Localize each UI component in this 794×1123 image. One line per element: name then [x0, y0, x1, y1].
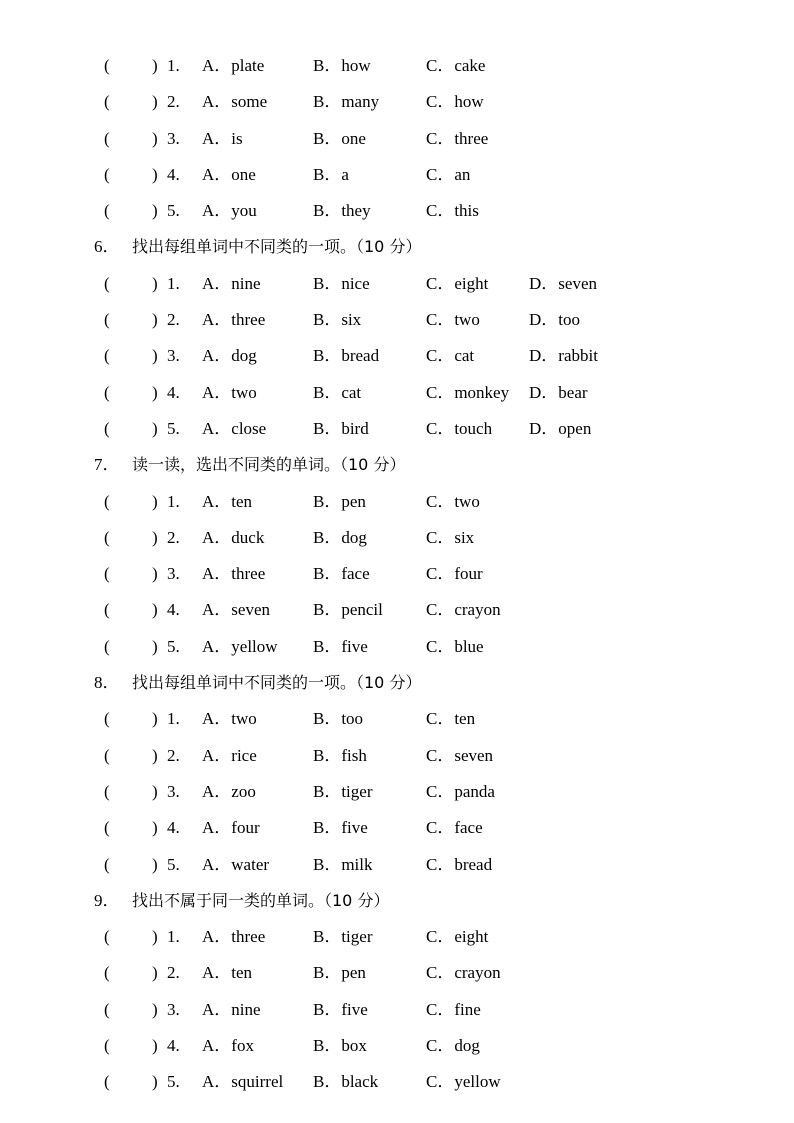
question-row	[0, 919, 794, 955]
option-a: A．plate	[202, 56, 265, 75]
question-number: 5.	[167, 201, 180, 221]
question-number: 4.	[167, 164, 180, 184]
answer-blank-open[interactable]: (	[104, 527, 110, 547]
answer-blank-close: )	[152, 56, 158, 75]
question-row	[0, 411, 794, 447]
question-number: 1.	[167, 491, 180, 511]
question-row	[0, 701, 794, 737]
question-row	[0, 810, 794, 846]
option-c: C．seven	[426, 745, 494, 765]
question-number: 4.	[167, 382, 180, 402]
question-row	[0, 1028, 794, 1064]
answer-blank-close: )	[152, 636, 158, 656]
option-c: C．panda	[426, 781, 495, 801]
option-a: A．duck	[202, 527, 265, 547]
option-d: D．open	[529, 418, 592, 438]
option-a: A．one	[202, 164, 256, 184]
answer-blank-open[interactable]: (	[104, 781, 110, 801]
answer-blank-close: )	[152, 999, 158, 1019]
option-c: C．crayon	[426, 600, 501, 620]
question-row	[0, 847, 794, 883]
answer-blank-open[interactable]: (	[104, 999, 110, 1019]
answer-blank-open[interactable]: (	[104, 709, 110, 729]
answer-blank-close: )	[152, 491, 158, 511]
section-title: 找出每组单词中不同类的一项。（10 分）	[132, 673, 422, 693]
answer-blank-open[interactable]: (	[104, 636, 110, 656]
option-a: A．ten	[202, 963, 253, 983]
answer-blank-close: )	[152, 201, 158, 221]
option-c: C．two	[426, 491, 480, 511]
question-number: 1.	[167, 273, 180, 293]
answer-blank-open[interactable]: (	[104, 164, 110, 184]
option-a: A．three	[202, 564, 266, 584]
question-row	[0, 992, 794, 1028]
answer-blank-open[interactable]: (	[104, 854, 110, 874]
answer-blank-close: )	[152, 1072, 158, 1092]
question-number: 5.	[167, 1072, 180, 1092]
option-b: B．six	[313, 310, 362, 330]
section-title: 找出每组单词中不同类的一项。（10 分）	[132, 237, 422, 257]
question-row	[0, 375, 794, 411]
question-number: 1.	[167, 56, 180, 75]
option-b: B．black	[313, 1072, 379, 1092]
option-b: B．a	[313, 164, 349, 184]
answer-blank-close: )	[152, 963, 158, 983]
answer-blank-close: )	[152, 310, 158, 330]
section-number: 7．	[94, 455, 120, 475]
option-a: A．some	[202, 92, 268, 112]
question-number: 3.	[167, 128, 180, 148]
option-b: B．five	[313, 636, 368, 656]
answer-blank-open[interactable]: (	[104, 382, 110, 402]
worksheet-page	[0, 48, 794, 1101]
question-row	[0, 1064, 794, 1100]
option-b: B．bird	[313, 418, 369, 438]
option-a: A．three	[202, 927, 266, 947]
option-a: A．seven	[202, 600, 270, 620]
option-a: A．dog	[202, 346, 257, 366]
option-a: A．you	[202, 201, 257, 221]
option-b: B．milk	[313, 854, 373, 874]
question-row	[0, 774, 794, 810]
option-b: B．too	[313, 709, 364, 729]
option-c: C．dog	[426, 1036, 480, 1056]
option-c: C．cake	[426, 56, 486, 75]
option-a: A．two	[202, 382, 257, 402]
answer-blank-close: )	[152, 709, 158, 729]
option-d: D．rabbit	[529, 346, 598, 366]
question-row	[0, 121, 794, 157]
answer-blank-close: )	[152, 1036, 158, 1056]
question-number: 2.	[167, 963, 180, 983]
question-number: 2.	[167, 745, 180, 765]
answer-blank-close: )	[152, 818, 158, 838]
option-a: A．ten	[202, 491, 253, 511]
option-d: D．bear	[529, 382, 588, 402]
question-row	[0, 48, 794, 84]
option-b: B．fish	[313, 745, 367, 765]
option-c: C．blue	[426, 636, 484, 656]
option-c: C．cat	[426, 346, 475, 366]
option-c: C．three	[426, 128, 489, 148]
option-a: A．fox	[202, 1036, 254, 1056]
question-number: 5.	[167, 854, 180, 874]
answer-blank-close: )	[152, 164, 158, 184]
option-c: C．bread	[426, 854, 493, 874]
answer-blank-close: )	[152, 745, 158, 765]
section-heading	[0, 447, 794, 483]
question-number: 3.	[167, 999, 180, 1019]
question-number: 4.	[167, 818, 180, 838]
answer-blank-close: )	[152, 382, 158, 402]
option-a: A．zoo	[202, 781, 256, 801]
question-row	[0, 592, 794, 628]
section-number: 9．	[94, 890, 120, 910]
answer-blank-open[interactable]: (	[104, 310, 110, 330]
question-number: 3.	[167, 781, 180, 801]
question-row	[0, 193, 794, 229]
option-b: B．dog	[313, 527, 367, 547]
section-heading	[0, 665, 794, 701]
option-a: A．yellow	[202, 636, 278, 656]
question-number: 5.	[167, 636, 180, 656]
answer-blank-open[interactable]: (	[104, 491, 110, 511]
question-row	[0, 157, 794, 193]
option-a: A．two	[202, 709, 257, 729]
option-a: A．squirrel	[202, 1072, 284, 1092]
option-b: B．nice	[313, 273, 370, 293]
answer-blank-open[interactable]: (	[104, 128, 110, 148]
question-row	[0, 302, 794, 338]
option-a: A．close	[202, 418, 267, 438]
answer-blank-open[interactable]: (	[104, 963, 110, 983]
answer-blank-open[interactable]: (	[104, 273, 110, 293]
section-heading	[0, 229, 794, 265]
answer-blank-open[interactable]: (	[104, 201, 110, 221]
question-number: 5.	[167, 418, 180, 438]
option-b: B．many	[313, 92, 380, 112]
answer-blank-close: )	[152, 92, 158, 112]
option-c: C．face	[426, 818, 483, 838]
question-number: 3.	[167, 346, 180, 366]
answer-blank-open[interactable]: (	[104, 92, 110, 112]
answer-blank-open[interactable]: (	[104, 818, 110, 838]
section-number: 8．	[94, 673, 120, 693]
option-a: A．is	[202, 128, 243, 148]
question-number: 1.	[167, 709, 180, 729]
option-b: B．pen	[313, 963, 366, 983]
answer-blank-close: )	[152, 128, 158, 148]
option-a: A．rice	[202, 745, 257, 765]
question-number: 4.	[167, 600, 180, 620]
option-a: A．four	[202, 818, 260, 838]
question-row	[0, 556, 794, 592]
option-a: A．water	[202, 854, 270, 874]
option-b: B．five	[313, 818, 368, 838]
option-c: C．this	[426, 201, 479, 221]
answer-blank-close: )	[152, 600, 158, 620]
option-b: B．pen	[313, 491, 366, 511]
option-b: B．pencil	[313, 600, 383, 620]
answer-blank-open[interactable]: (	[104, 418, 110, 438]
option-a: A．nine	[202, 273, 261, 293]
question-number: 4.	[167, 1036, 180, 1056]
option-c: C．how	[426, 92, 484, 112]
answer-blank-open[interactable]: (	[104, 1036, 110, 1056]
option-a: A．nine	[202, 999, 261, 1019]
option-b: B．how	[313, 56, 371, 75]
answer-blank-close: )	[152, 927, 158, 947]
option-c: C．fine	[426, 999, 481, 1019]
question-row	[0, 266, 794, 302]
option-c: C．yellow	[426, 1072, 501, 1092]
question-number: 2.	[167, 310, 180, 330]
option-d: D．seven	[529, 273, 597, 293]
option-b: B．five	[313, 999, 368, 1019]
option-c: C．touch	[426, 418, 493, 438]
answer-blank-close: )	[152, 418, 158, 438]
question-number: 2.	[167, 527, 180, 547]
option-c: C．eight	[426, 273, 489, 293]
answer-blank-open[interactable]: (	[104, 600, 110, 620]
option-b: B．face	[313, 564, 370, 584]
section-title: 找出不属于同一类的单词。（10 分）	[132, 890, 390, 910]
option-b: B．cat	[313, 382, 362, 402]
answer-blank-close: )	[152, 273, 158, 293]
option-c: C．crayon	[426, 963, 501, 983]
option-c: C．eight	[426, 927, 489, 947]
question-row	[0, 629, 794, 665]
question-row	[0, 738, 794, 774]
answer-blank-close: )	[152, 527, 158, 547]
answer-blank-close: )	[152, 781, 158, 801]
answer-blank-open[interactable]: (	[104, 564, 110, 584]
question-row	[0, 520, 794, 556]
question-row	[0, 955, 794, 991]
option-b: B．tiger	[313, 927, 373, 947]
option-b: B．they	[313, 201, 371, 221]
option-c: C．monkey	[426, 382, 510, 402]
option-c: C．four	[426, 564, 483, 584]
option-a: A．three	[202, 310, 266, 330]
section-heading	[0, 883, 794, 919]
option-d: D．too	[529, 310, 580, 330]
question-row	[0, 84, 794, 120]
option-c: C．six	[426, 527, 475, 547]
question-number: 2.	[167, 92, 180, 112]
answer-blank-close: )	[152, 564, 158, 584]
answer-blank-open[interactable]: (	[104, 1072, 110, 1092]
option-c: C．two	[426, 310, 480, 330]
section-number: 6．	[94, 237, 120, 257]
answer-blank-close: )	[152, 346, 158, 366]
question-row	[0, 338, 794, 374]
answer-blank-open[interactable]: (	[104, 56, 110, 75]
answer-blank-open[interactable]: (	[104, 927, 110, 947]
option-c: C．an	[426, 164, 471, 184]
option-b: B．one	[313, 128, 366, 148]
question-number: 1.	[167, 927, 180, 947]
answer-blank-open[interactable]: (	[104, 745, 110, 765]
option-b: B．bread	[313, 346, 380, 366]
question-row	[0, 484, 794, 520]
option-b: B．tiger	[313, 781, 373, 801]
option-c: C．ten	[426, 709, 476, 729]
answer-blank-close: )	[152, 854, 158, 874]
section-title: 读一读，选出不同类的单词。（10 分）	[132, 455, 406, 475]
answer-blank-open[interactable]: (	[104, 346, 110, 366]
question-number: 3.	[167, 564, 180, 584]
option-b: B．box	[313, 1036, 367, 1056]
